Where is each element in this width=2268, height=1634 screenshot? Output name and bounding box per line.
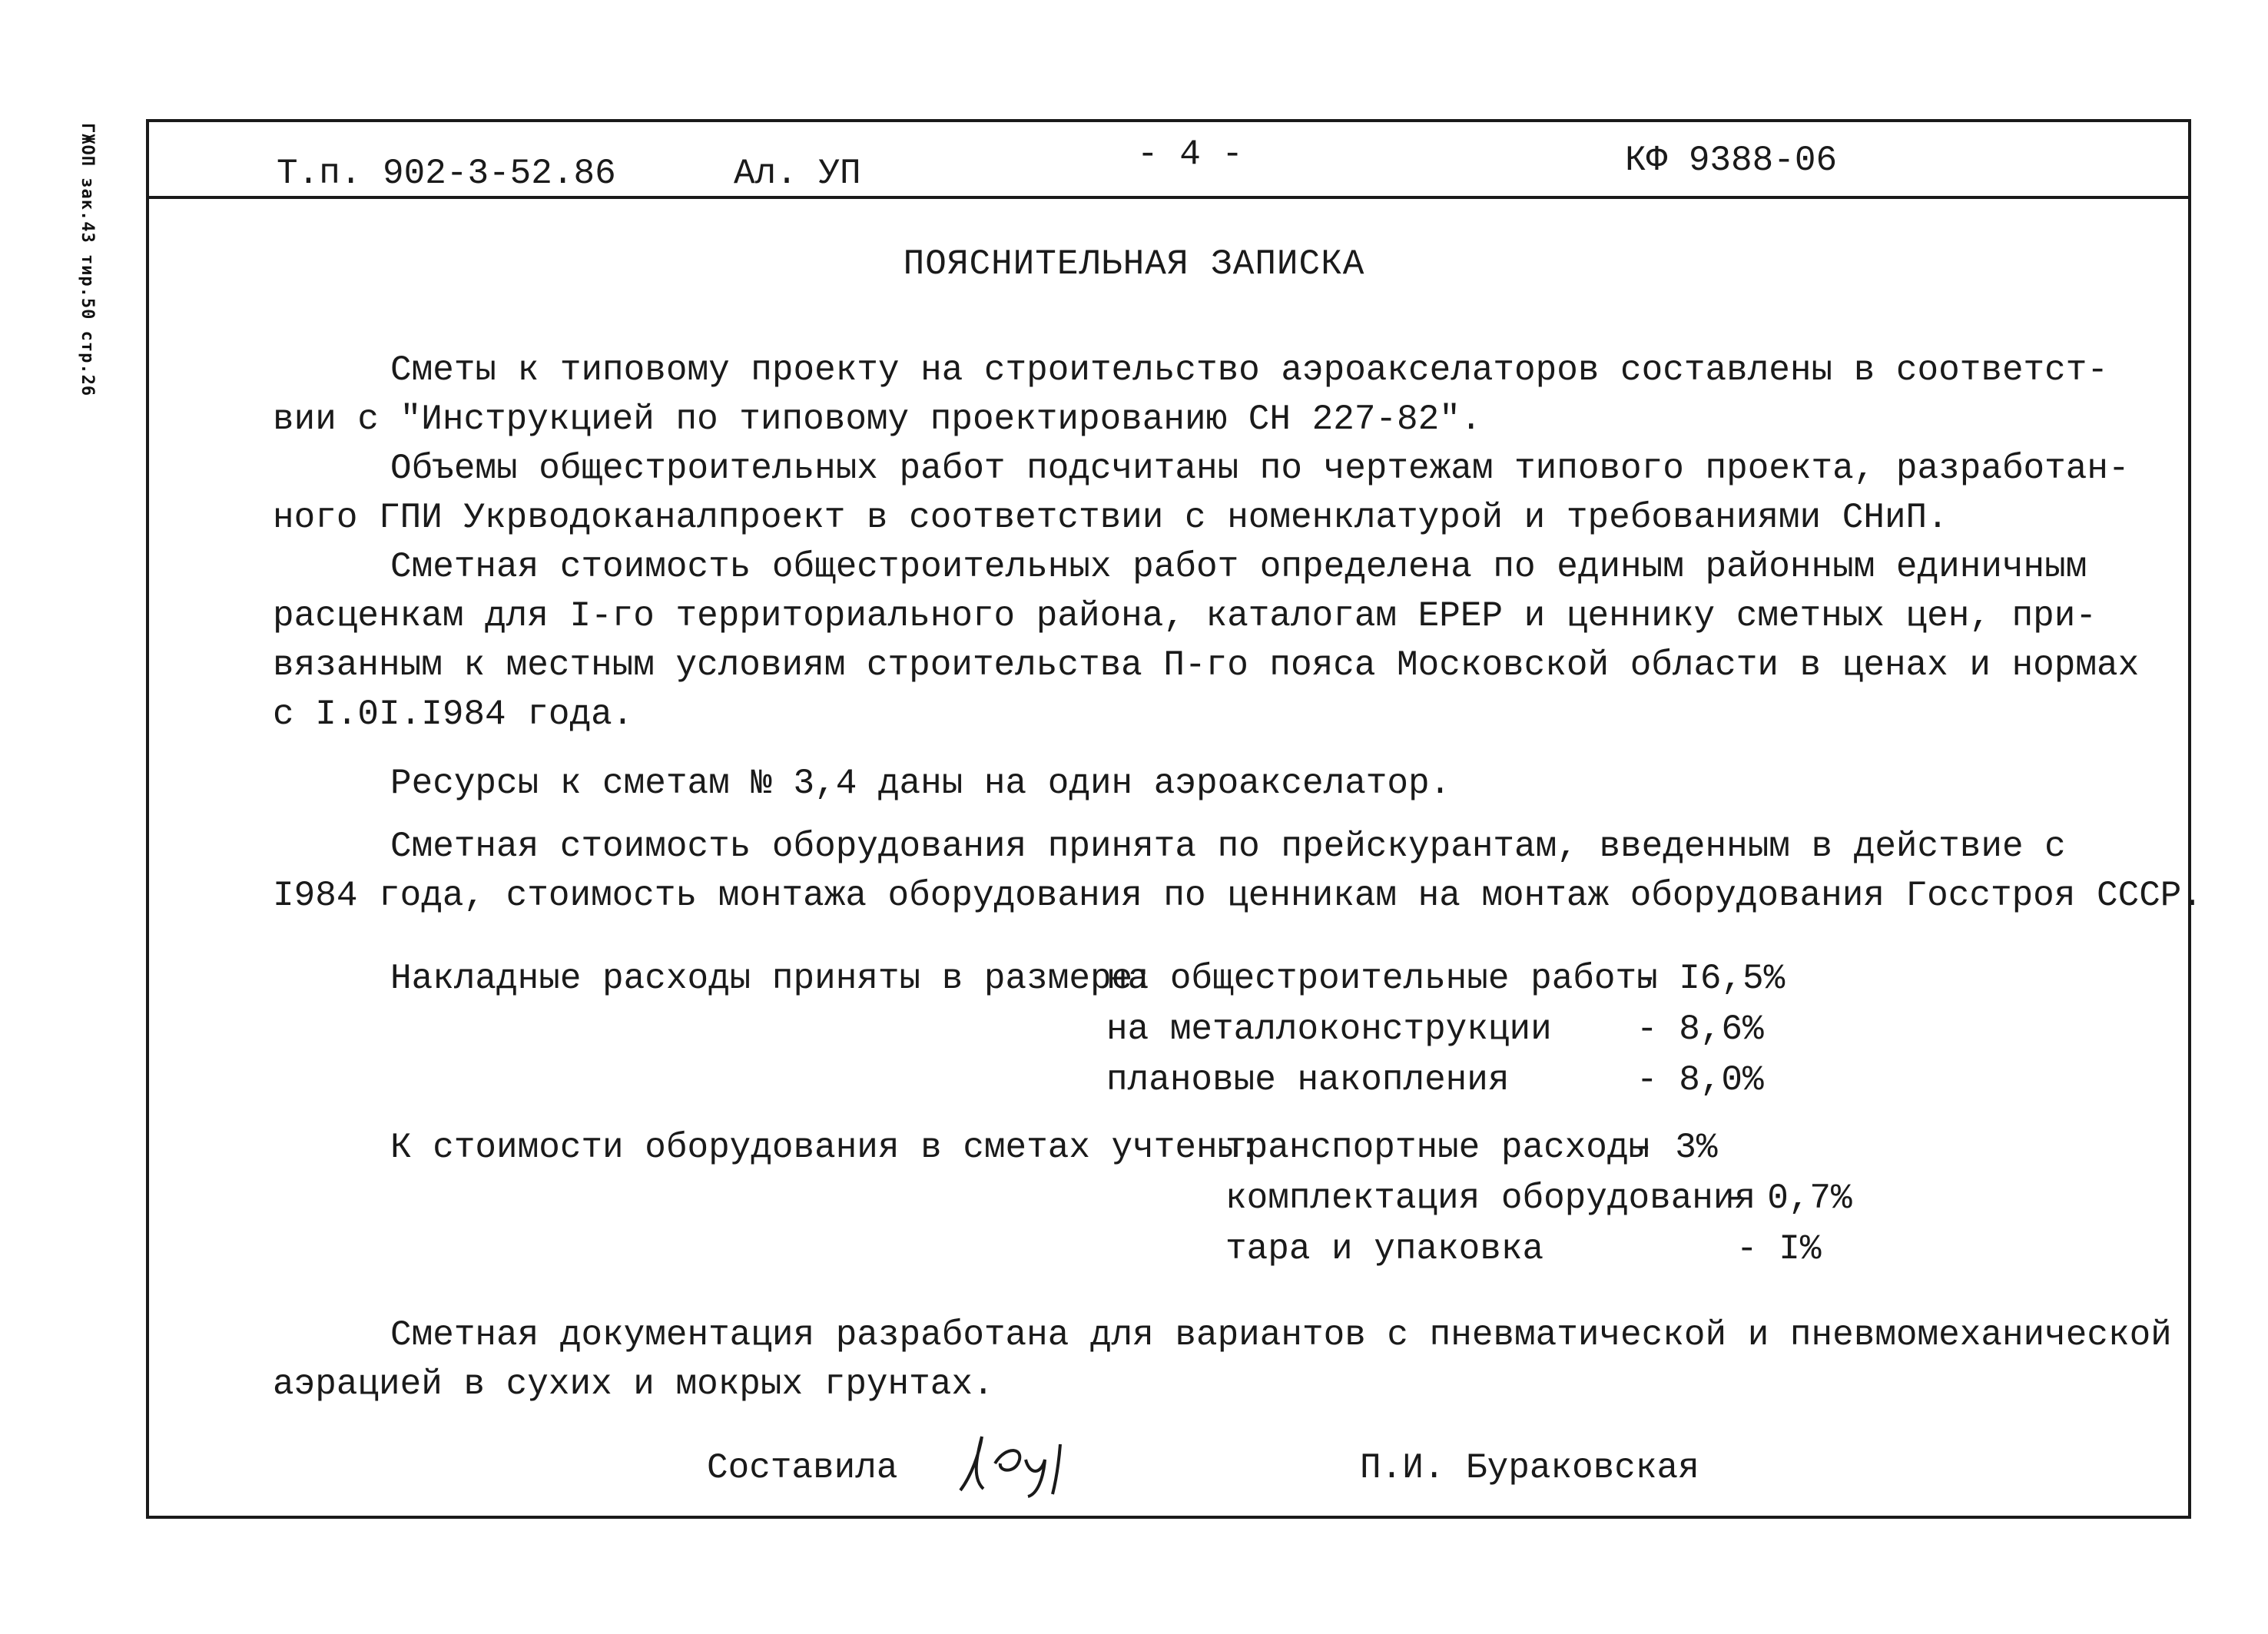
page-number: - 4 - [1137,134,1244,174]
paragraph-line: Сметная документация разработана для вариантов с пневматической и пневмомеханической [390,1315,2172,1355]
overhead-value: - 8,6% [1636,1009,1764,1049]
paragraph-line: Сметная стоимость общестроительных работ определена по единым районным единичным [390,547,2087,587]
equipment-label: тара и упаковка [1225,1229,1544,1269]
document-code: КФ 9388-06 [1625,141,1838,181]
document-frame [146,119,2191,1519]
paragraph-line: Ресурсы к сметам № 3,4 даны на один аэроакселатор. [390,764,1451,804]
header-divider [146,196,2191,199]
equipment-lead: К стоимости оборудования в сметах учтены: [390,1128,1260,1168]
equipment-value: - 0,7% [1725,1178,1852,1218]
paragraph-line: с I.0I.I984 года. [273,694,634,734]
equipment-value: - 3% [1633,1128,1718,1168]
handwritten-signature [953,1429,1083,1498]
paragraph-line: Объемы общестроительных работ подсчитаны по чертежам типового проекта, разработан- [390,449,2130,489]
signature-label: Составила [707,1448,898,1488]
overhead-label: на общестроительные работы [1106,959,1658,999]
signer-name: П.И. Бураковская [1360,1448,1699,1488]
project-number: Т.п. 902-3-52.86 [277,154,616,194]
page-title: ПОЯСНИТЕЛЬНАЯ ЗАПИСКА [903,244,1365,284]
archive-stamp: ГЖОП зак.43 тир.50 стр.26 [78,123,97,397]
paragraph-line: вии с "Инструкцией по типовому проектированию СН 227-82". [273,399,1482,439]
paragraph-line: I984 года, стоимость монтажа оборудования по ценникам на монтаж оборудования Госстроя СССР. [273,876,2203,916]
equipment-label: комплектация оборудования [1225,1178,1756,1218]
paragraph-line: Сметы к типовому проекту на строительство аэроакселаторов составлены в соответст- [390,350,2108,390]
overheads-lead: Накладные расходы приняты в размере: [390,959,1154,999]
overhead-label: плановые накопления [1106,1060,1510,1100]
paragraph-line: расценкам для I-го территориального района, каталогам ЕРЕР и ценнику сметных цен, при- [273,596,2097,636]
paragraph-line: аэрацией в сухих и мокрых грунтах. [273,1364,994,1404]
paragraph-line: Сметная стоимость оборудования принята по прейскурантам, введенным в действие с [390,827,2066,867]
equipment-value: - I% [1736,1229,1822,1269]
overhead-label: на металлоконструкции [1106,1009,1552,1049]
equipment-label: транспортные расходы [1225,1128,1650,1168]
album-number: Ал. УП [734,154,861,194]
paragraph-line: ного ГПИ Укрводоканалпроект в соответствии с номенклатурой и требованиями СНиП. [273,498,1948,538]
overhead-value: - I6,5% [1636,959,1786,999]
paragraph-line: вязанным к местным условиям строительства П-го пояса Московской области в ценах и нормах [273,645,2140,685]
overhead-value: - 8,0% [1636,1060,1764,1100]
